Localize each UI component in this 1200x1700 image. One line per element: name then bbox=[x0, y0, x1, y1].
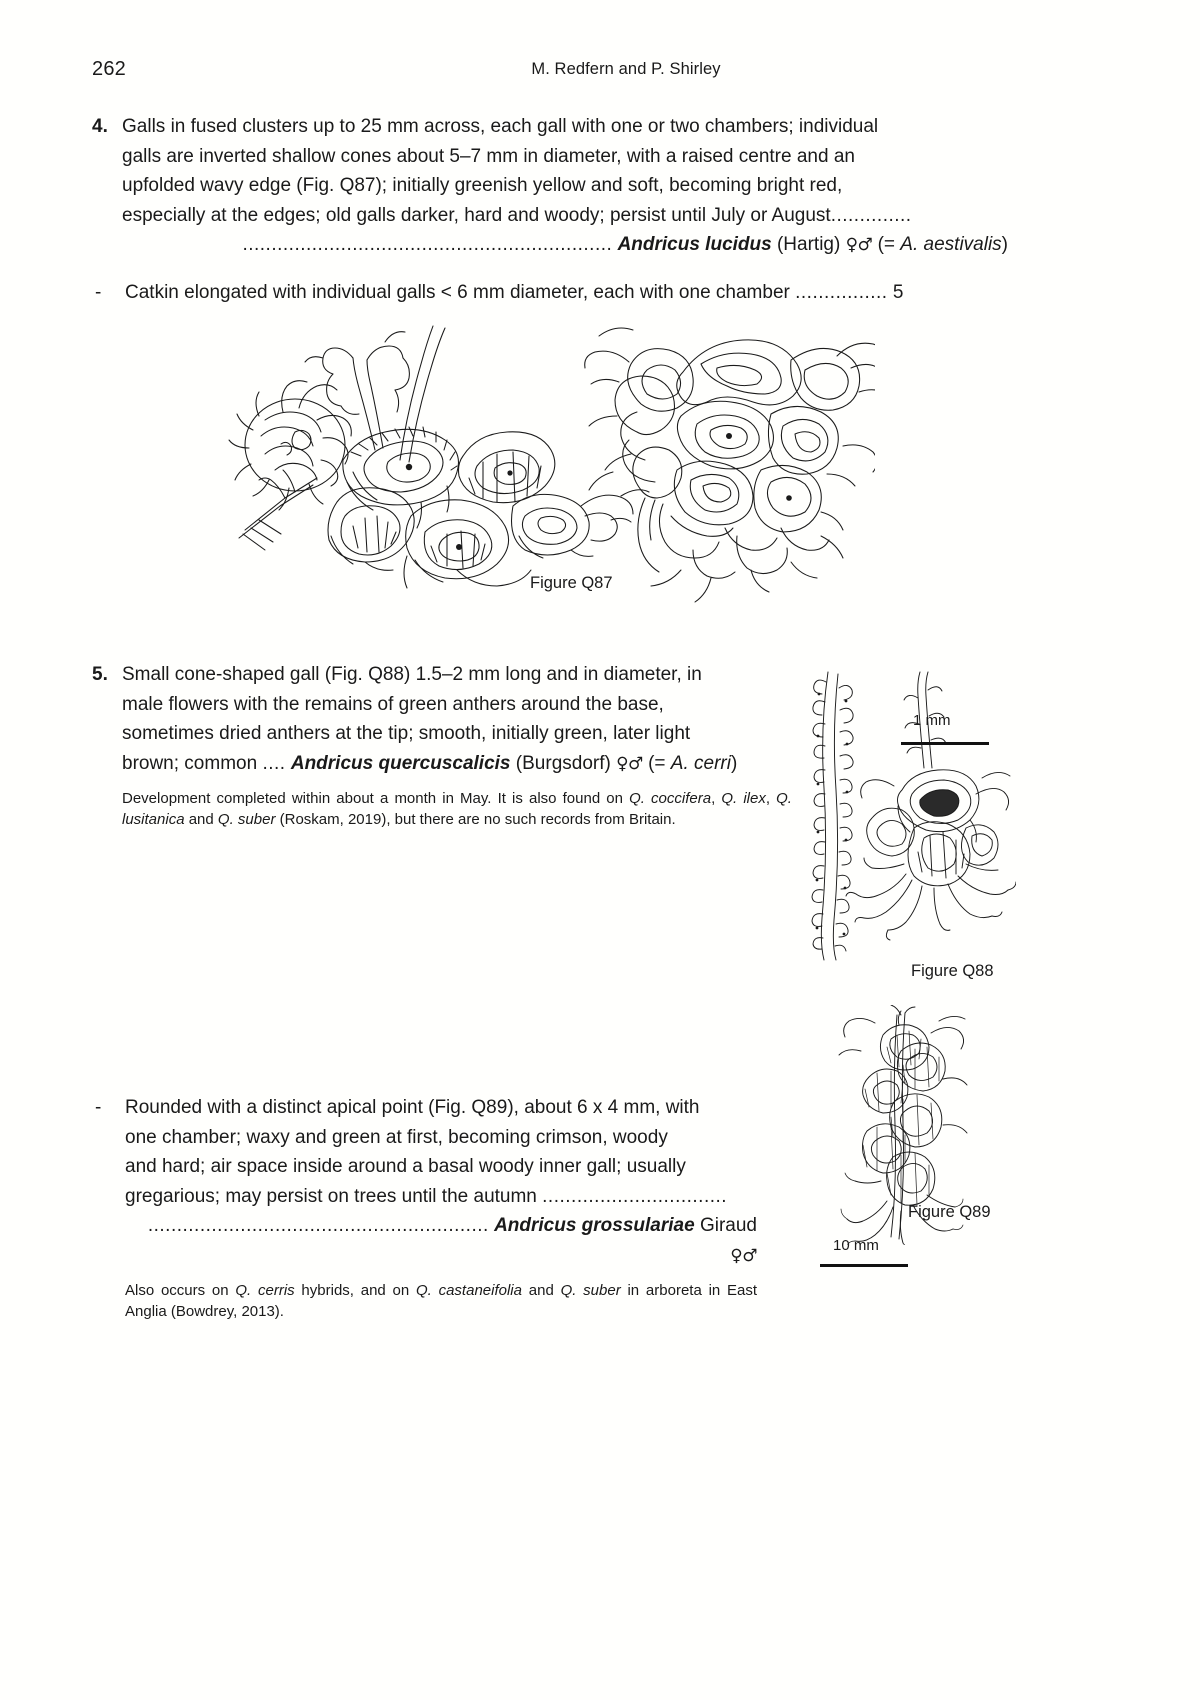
sex-symbols-icon: ♀♂ bbox=[845, 235, 873, 255]
key-6-species: Andricus grossulariae bbox=[494, 1215, 695, 1236]
note-5-species-4: Q. suber bbox=[217, 811, 276, 828]
key-4-leader-1: .............. bbox=[830, 204, 912, 226]
key-entry-4 bbox=[92, 112, 1008, 261]
key-entry-4-alt-marker: - bbox=[95, 282, 102, 303]
key-4-line1: Galls in fused clusters up to 25 mm across, each gall with one or two chambers; individual bbox=[122, 116, 879, 137]
figure-q88-scale-bar bbox=[901, 742, 989, 745]
key-entry-4-number: 4. bbox=[92, 116, 108, 137]
note-5-species-2: Q. ilex bbox=[721, 790, 766, 807]
key-entry-5-body bbox=[122, 660, 792, 830]
key-entry-5 bbox=[92, 660, 792, 830]
key-4-species: Andricus lucidus bbox=[617, 234, 772, 255]
key-4-leader-2: ................................................................ bbox=[242, 234, 613, 255]
key-entry-6-marker: - bbox=[95, 1097, 102, 1118]
key-entry-6 bbox=[92, 1093, 757, 1322]
running-title: M. Redfern and P. Shirley bbox=[531, 60, 721, 78]
figure-q89-caption: Figure Q89 bbox=[908, 1203, 991, 1221]
key-4-authority: (Hartig) bbox=[776, 234, 841, 255]
note-6-part2: hybrids, and on bbox=[294, 1282, 416, 1299]
key-5-species: Andricus quercuscalicis bbox=[290, 752, 511, 774]
note-5-part5: (Roskam, 2019), but there are no such records from Britain. bbox=[275, 811, 676, 828]
key-6-note bbox=[125, 1280, 757, 1322]
note-6-part1: Also occurs on bbox=[125, 1282, 236, 1299]
key-4-line4: especially at the edges; old galls darker, hard and woody; persist until July or August bbox=[122, 204, 831, 226]
key-6-line3: and hard; air space inside around a basal woody inner gall; usually bbox=[125, 1156, 686, 1177]
figure-q87-illustration bbox=[225, 320, 875, 610]
key-6-leader-2: ........................................................... bbox=[147, 1215, 489, 1236]
key-6-line4: gregarious; may persist on trees until the autumn bbox=[125, 1185, 543, 1207]
note-5-part3: , bbox=[765, 790, 777, 807]
figure-q88-caption: Figure Q88 bbox=[911, 962, 994, 980]
key-4-line3: upfolded wavy edge (Fig. Q87); initially greenish yellow and soft, becoming bright red, bbox=[122, 175, 843, 196]
key-6-result-line bbox=[125, 1211, 757, 1271]
key-6-line1: Rounded with a distinct apical point (Fig. Q89), about 6 x 4 mm, with bbox=[125, 1097, 700, 1118]
page-number: 262 bbox=[92, 58, 126, 80]
figure-q87-caption: Figure Q87 bbox=[530, 574, 613, 592]
figure-q89-scale-bar bbox=[820, 1264, 908, 1267]
key-5-note bbox=[122, 788, 792, 830]
key-entry-4-alt bbox=[92, 278, 1008, 308]
key-4-synonym-close: ) bbox=[1001, 234, 1008, 255]
note-6-species-1: Q. cerris bbox=[235, 1282, 295, 1299]
running-head bbox=[92, 58, 1108, 82]
key-entry-5-number: 5. bbox=[92, 664, 108, 685]
key-4alt-leader: ................ bbox=[795, 282, 888, 303]
key-5-line1: Small cone-shaped gall (Fig. Q88) 1.5–2 mm long and in diameter, in bbox=[122, 664, 702, 685]
figure-q88-scale-label: 1 mm bbox=[913, 712, 951, 729]
key-5-line3: sometimes dried anthers at the tip; smooth, initially green, later light bbox=[122, 723, 691, 744]
key-5-synonym: A. cerri bbox=[670, 752, 731, 774]
key-4-synonym: A. aestivalis bbox=[900, 234, 1002, 255]
key-entry-6-body bbox=[125, 1093, 757, 1322]
sex-symbols-icon: ♀♂ bbox=[616, 753, 643, 774]
figure-q88-illustration bbox=[806, 668, 1016, 968]
key-entry-4-body bbox=[122, 112, 1008, 261]
key-5-line4-pre: brown; common bbox=[122, 752, 263, 774]
key-5-line2: male flowers with the remains of green anthers around the base, bbox=[122, 693, 664, 715]
key-5-synonym-open: (= bbox=[648, 752, 671, 774]
figure-q89-scale-label: 10 mm bbox=[833, 1237, 879, 1254]
key-4alt-result: 5 bbox=[892, 282, 904, 303]
key-entry-4-alt-body bbox=[125, 278, 1008, 308]
figure-q87-drawing bbox=[225, 320, 875, 610]
figure-q88-drawing bbox=[806, 668, 1016, 968]
sex-symbols-icon: ♀♂ bbox=[730, 1245, 757, 1266]
note-6-species-2: Q. castaneifolia bbox=[415, 1282, 522, 1299]
note-5-species-1: Q. coccifera bbox=[629, 790, 712, 807]
key-5-leader: .... bbox=[262, 752, 286, 774]
key-5-authority: (Burgsdorf) bbox=[515, 752, 611, 774]
key-6-authority: Giraud bbox=[699, 1215, 757, 1236]
key-4-result-line bbox=[122, 230, 1008, 261]
note-5-part4: and bbox=[184, 811, 218, 828]
key-4-line2: galls are inverted shallow cones about 5–7 mm in diameter, with a raised centre and an bbox=[122, 145, 855, 167]
note-6-part4: in arboreta in East Anglia (Bowdrey, 2013). bbox=[125, 1282, 758, 1320]
key-6-leader-1: ................................ bbox=[542, 1185, 728, 1207]
note-6-part3: and bbox=[521, 1282, 561, 1299]
note-5-part2: , bbox=[711, 790, 722, 807]
key-4-synonym-open: (= bbox=[877, 234, 901, 255]
key-6-line2: one chamber; waxy and green at first, becoming crimson, woody bbox=[125, 1126, 668, 1148]
key-4alt-line1: Catkin elongated with individual galls < 6 mm diameter, each with one chamber bbox=[125, 282, 790, 303]
note-6-species-3: Q. suber bbox=[560, 1282, 621, 1299]
note-5-part1: Development completed within about a month in May. It is also found on bbox=[122, 790, 630, 807]
note-5-species-3: Q. lusitanica bbox=[122, 790, 792, 828]
key-5-synonym-close: ) bbox=[730, 752, 738, 774]
